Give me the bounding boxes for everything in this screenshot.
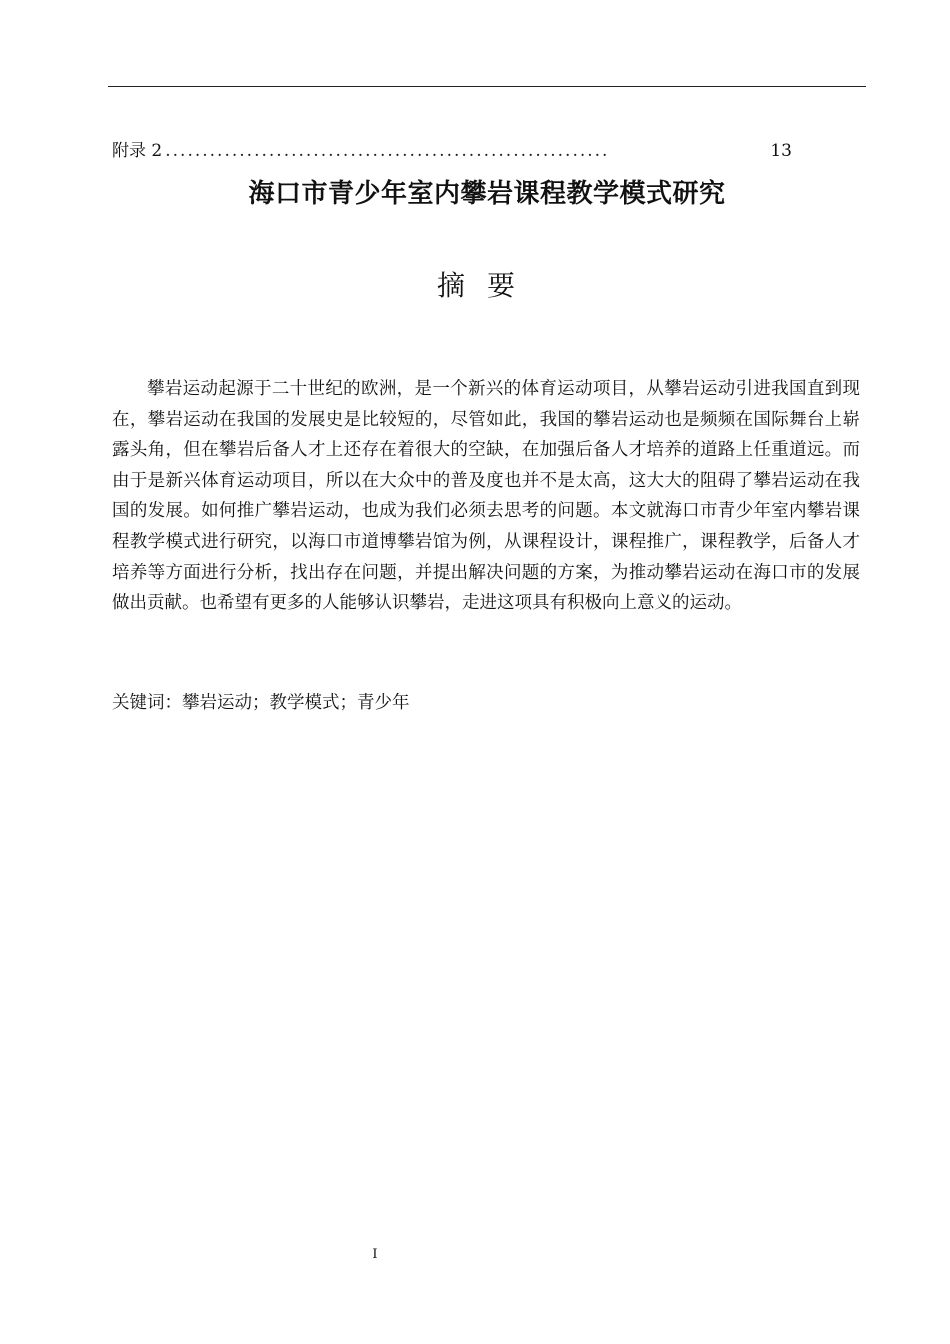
keywords-label: 关键词： [112, 693, 182, 713]
abstract-body: 攀岩运动起源于二十世纪的欧洲，是一个新兴的体育运动项目，从攀岩运动引进我国直到现在，攀岩运动在我国的发展史是比较短的，尽管如此，我国的攀岩运动也是频频在国际舞台上崭露头角，但在攀岩后备人才上还存在着很大的空缺，在加强后备人才培养的道路上任重道远。而由于是新兴体育运动项目，所以在大众中的普及度也并不是太高，这大大的阻碍了攀岩运动在我国的发展。如何推广攀岩运动，也成为我们必须去思考的问题。本文就海口市青少年室内攀岩课程教学模式进行研究，以海口市道博攀岩馆为例，从课程设计，课程推广，课程教学，后备人才培养等方面进行分析，找出存在问题，并提出解决问题的方案，为推动攀岩运动在海口市的发展做出贡献。也希望有更多的人能够认识攀岩，走进这项具有积极向上意义的运动。 [112, 379, 860, 614]
toc-dot-leader: ............................................................ [165, 141, 610, 161]
paper-title: 海口市青少年室内攀岩课程教学模式研究 [248, 179, 726, 209]
toc-entry-appendix-2[interactable] [112, 140, 792, 162]
header-rule [108, 86, 866, 87]
abstract-heading: 摘要 [436, 269, 537, 302]
keywords-value: 攀岩运动；教学模式；青少年 [182, 693, 410, 713]
page-number: I [372, 1247, 378, 1262]
toc-page-number: 13 [770, 141, 792, 161]
keywords-line [112, 688, 860, 718]
toc-entry-label: 附录 2 [112, 141, 163, 161]
